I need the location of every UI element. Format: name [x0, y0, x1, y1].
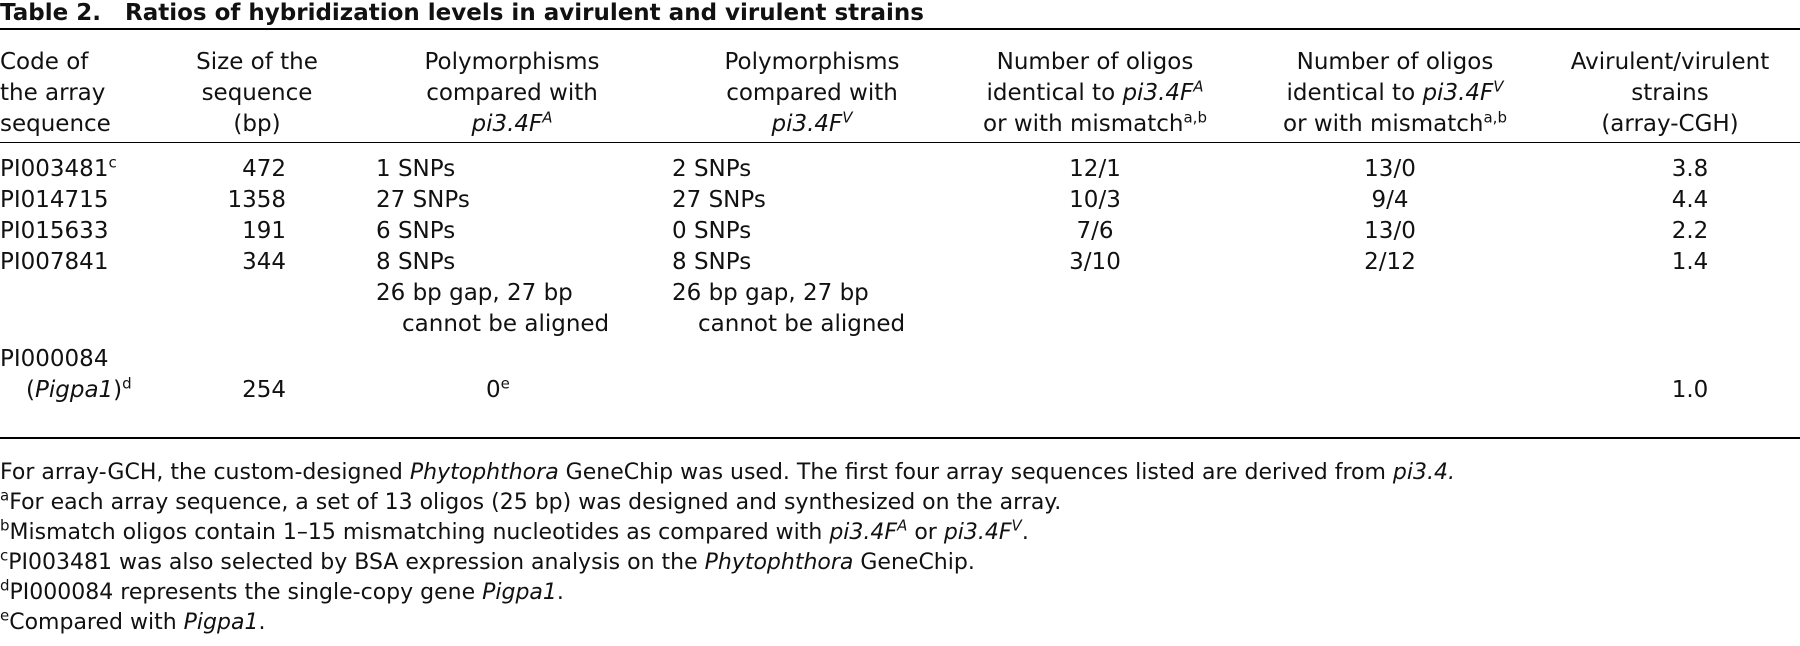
- table-caption: Ratios of hybridization levels in avirulent and virulent strains: [124, 0, 924, 26]
- footnote-main: For array-GCH, the custom-designed Phytophthora GeneChip was used. The first four array sequences listed are derived from pi3.4.: [0, 460, 1455, 485]
- table-title: [0, 0, 924, 26]
- footnote-d: $^d$PI000084 represents the single-copy gene Pigpa1.: [0, 576, 564, 605]
- footnote-c: $^c$PI003481 was also selected by BSA expression analysis on the Phytophthora GeneChip.: [0, 546, 975, 575]
- footnote-e: $^e$Compared with Pigpa1.: [0, 606, 266, 635]
- footnote-a: $^a$For each array sequence, a set of 13 oligos (25 bp) was designed and synthesized on the array.: [0, 486, 1062, 515]
- header-size: Size of the sequence (bp): [196, 49, 318, 137]
- header-oligos-v: Number of oligos identical to $pi3.4F^V$ or with mismatch$^{a,b}$: [1283, 49, 1507, 137]
- header-code: Code of the array sequence: [0, 49, 111, 137]
- table-label: Table 2.: [0, 0, 101, 26]
- footnotes: [0, 458, 1455, 638]
- header-avr: Avirulent/virulent strains (array-CGH): [1570, 49, 1770, 137]
- bottom-rule: [0, 437, 1800, 439]
- footnote-b: $^b$Mismatch oligos contain 1–15 mismatching nucleotides as compared with $pi3.4F^A$ or $pi3.4F^V$.: [0, 516, 1029, 545]
- header-poly-a: Polymorphisms compared with $pi3.4F^A$: [424, 49, 600, 137]
- top-rule: [0, 28, 1800, 30]
- header-poly-v: Polymorphisms compared with $pi3.4F^V$: [724, 49, 900, 137]
- header-rule: [0, 142, 1800, 143]
- header-oligos-a: Number of oligos identical to $pi3.4F^A$ or with mismatch$^{a,b}$: [983, 49, 1207, 137]
